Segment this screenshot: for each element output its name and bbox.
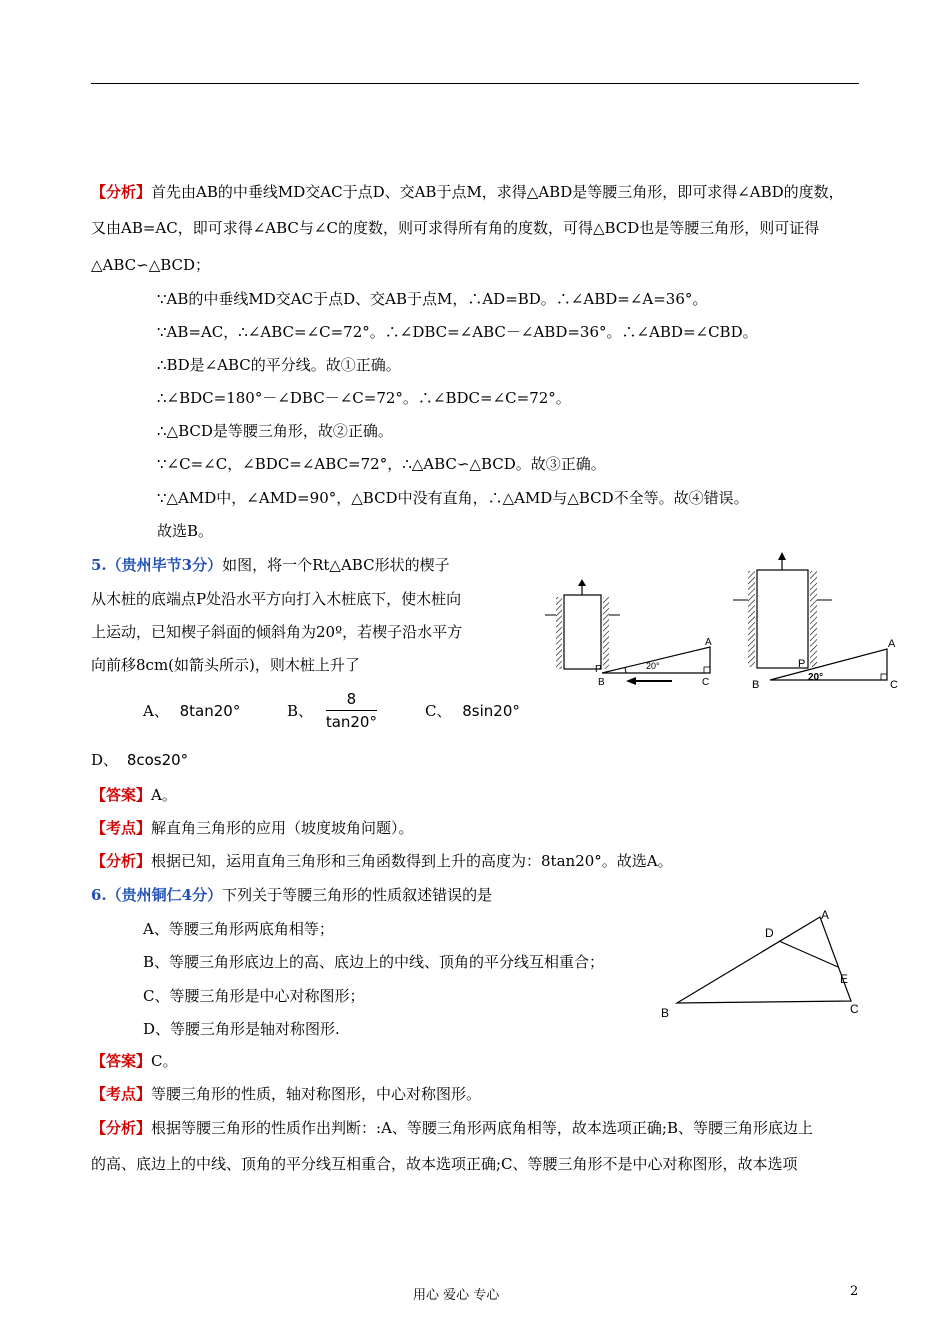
- step-4: ∴∠BDC=180°－∠DBC－∠C=72°。∴∠BDC=∠C=72°。: [157, 389, 571, 407]
- point-d-label: D: [765, 926, 774, 940]
- point-p-label: P: [595, 664, 602, 675]
- wall-left: [556, 597, 562, 669]
- option-c-value: 8sin20°: [462, 702, 520, 720]
- q6-option-a: A、等腰三角形两底角相等；: [143, 920, 334, 938]
- pile: [757, 570, 808, 668]
- q5-text-2: 从木桩的底端点P处沿水平方向打入木桩底下，使木桩向: [91, 590, 462, 608]
- point-a-label: A: [821, 908, 830, 922]
- kaodian-value: 等腰三角形的性质，轴对称图形，中心对称图形。: [151, 1085, 482, 1103]
- analysis-text: 首先由AB的中垂线MD交AC于点D、交AB于点M，求得△ABD是等腰三角形，即可求得∠ABD的度数，: [151, 183, 844, 201]
- q6-text: 下列关于等腰三角形的性质叙述错误的是: [222, 886, 493, 904]
- step-7: ∵△AMD中，∠AMD=90°，△BCD中没有直角，∴△AMD与△BCD不全等。故④错误。: [157, 489, 749, 507]
- q6-option-c: C、等腰三角形是中心对称图形；: [143, 987, 365, 1005]
- answer-value: A。: [151, 786, 177, 804]
- point-b-label: B: [598, 677, 605, 688]
- q5-text-1: 如图，将一个Rt△ABC形状的楔子: [222, 556, 450, 574]
- step-2: ∵AB=AC，∴∠ABC=∠C=72°。∴∠DBC=∠ABC－∠ABD=36°。∴∠ABD=∠CBD。: [157, 323, 758, 341]
- analysis1-line2: 又由AB=AC，即可求得∠ABC与∠C的度数，则可求得所有角的度数，可得△BCD也是等腰三角形，则可证得: [91, 219, 820, 237]
- step-8: 故选B。: [157, 522, 214, 540]
- q5-option-d: [91, 749, 188, 770]
- option-b-fraction: [326, 690, 377, 731]
- pile: [564, 595, 601, 669]
- option-c-label: C、: [425, 702, 452, 720]
- point-c-label: C: [890, 679, 898, 691]
- q6-answer: [91, 1050, 178, 1072]
- kaodian-label: 【考点】: [91, 819, 152, 837]
- header-rule: [91, 83, 859, 84]
- point-b-label: B: [661, 1006, 670, 1020]
- point-p-label: P: [798, 658, 806, 670]
- option-a-label: A、: [143, 702, 169, 720]
- q6-option-b: B、等腰三角形底边上的高、底边上的中线、顶角的平分线互相重合；: [143, 953, 605, 971]
- step-3: ∴BD是∠ABC的平分线。故①正确。: [157, 356, 401, 374]
- up-arrow-head: [578, 579, 586, 586]
- q5-kaodian: [91, 817, 414, 839]
- q6-figure: [655, 905, 865, 1025]
- option-b-denominator: tan20°: [325, 713, 377, 731]
- q5-option-b: [287, 690, 377, 731]
- angle-label: 20°: [646, 661, 660, 671]
- q5-line1: [91, 554, 450, 576]
- answer-value: C。: [151, 1052, 178, 1070]
- option-d-value: 8cos20°: [126, 751, 189, 769]
- step-6: ∵∠C=∠C，∠BDC=∠ABC=72°，∴△ABC∽△BCD。故③正确。: [157, 455, 606, 473]
- option-a-value: 8tan20°: [179, 702, 241, 720]
- q6-analysis-line1: [91, 1117, 813, 1139]
- q6-kaodian: [91, 1083, 481, 1105]
- q6-line1: [91, 884, 492, 906]
- analysis1-line1: [91, 181, 844, 203]
- analysis-value: 根据已知，运用直角三角形和三角函数得到上升的高度为：8tan20°。故选A。: [151, 852, 673, 870]
- q6-option-d: D、等腰三角形是轴对称图形.: [143, 1020, 340, 1038]
- q5-answer: [91, 784, 177, 806]
- q6-header: 6.（贵州铜仁4分）: [91, 886, 223, 904]
- page-number: 2: [850, 1284, 859, 1299]
- triangle-abc: [677, 917, 851, 1003]
- analysis1-line3: △ABC∽△BCD；: [91, 256, 211, 274]
- q5-figure-2: [730, 545, 910, 695]
- step-5: ∴△BCD是等腰三角形，故②正确。: [157, 422, 393, 440]
- wall-right: [603, 597, 609, 669]
- analysis-text-1: 根据等腰三角形的性质作出判断：:A、等腰三角形两底角相等，故本选项正确;B、等腰三角形底边上: [151, 1119, 813, 1137]
- left-arrow-head: [626, 677, 636, 685]
- point-a-label: A: [705, 637, 712, 648]
- angle-label: 20°: [808, 672, 824, 683]
- q5-header: 5.（贵州毕节3分）: [91, 556, 223, 574]
- point-a-label: A: [888, 638, 896, 650]
- q5-text-4: 向前移8cm(如箭头所示)，则木桩上升了: [91, 656, 360, 674]
- analysis-label: 【分析】: [91, 1119, 152, 1137]
- kaodian-label: 【考点】: [91, 1085, 152, 1103]
- answer-label: 【答案】: [91, 786, 152, 804]
- point-c-label: C: [702, 677, 710, 688]
- q5-figure-1: [540, 575, 720, 690]
- segment-de: [779, 941, 838, 967]
- option-b-label: B、: [287, 702, 314, 720]
- q5-text-3: 上运动，已知楔子斜面的倾斜角为20º，若楔子沿水平方: [91, 623, 463, 641]
- analysis-label: 【分析】: [91, 852, 152, 870]
- point-b-label: B: [752, 679, 760, 691]
- q5-option-c: [425, 700, 520, 721]
- analysis-label: 【分析】: [91, 183, 152, 201]
- answer-label: 【答案】: [91, 1052, 152, 1070]
- point-c-label: C: [850, 1002, 859, 1016]
- step-1: ∵AB的中垂线MD交AC于点D、交AB于点M，∴AD=BD。∴∠ABD=∠A=36°。: [157, 290, 708, 308]
- q5-option-a: [143, 700, 240, 721]
- footer-slogan: 用心 爱心 专心: [413, 1288, 500, 1303]
- wall-left: [748, 571, 755, 667]
- option-b-numerator: 8: [326, 690, 377, 711]
- kaodian-value: 解直角三角形的应用（坡度坡角问题）。: [151, 819, 414, 837]
- wall-right: [810, 571, 817, 667]
- option-d-label: D、: [91, 751, 119, 769]
- up-arrow-head: [778, 552, 786, 560]
- point-e-label: E: [840, 972, 849, 986]
- q6-analysis-line2: 的高、底边上的中线、顶角的平分线互相重合，故本选项正确;C、等腰三角形不是中心对称图形，故本选项: [91, 1155, 798, 1173]
- q5-analysis: [91, 850, 673, 872]
